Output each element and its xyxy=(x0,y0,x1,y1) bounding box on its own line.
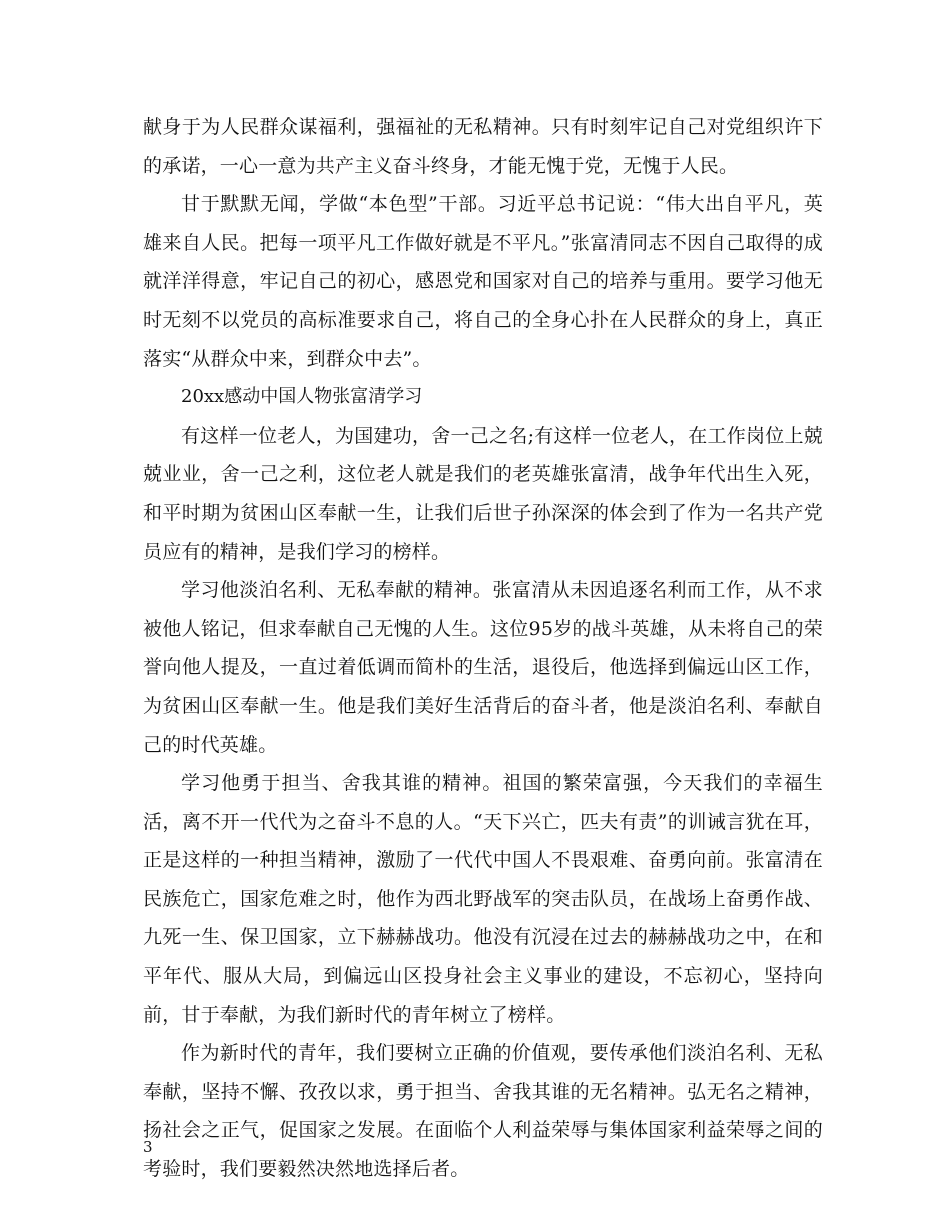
paragraph-selfless-dedication: 学习他淡泊名利、无私奉献的精神。张富清从未因追逐名利而工作，从不求被他人铭记，但求奉献自己无愧的人生。这位95岁的战斗英雄，从未将自己的荣誉向他人提及，一直过着低调而简朴的生活，退役后，他选择到偏远山区工作，为贫困山区奉献一生。他是我们美好生活背后的奋斗者，他是淡泊名利、奉献自己的时代英雄。 xyxy=(143,579,823,756)
section-heading: 20xx感动中国人物张富清学习 xyxy=(181,386,423,408)
page-number: 3 xyxy=(143,1138,153,1156)
paragraph-new-era-youth: 作为新时代的青年，我们要树立正确的价值观，要传承他们淡泊名利、无私奉献，坚持不懈、孜孜以求，勇于担当、舍我其谁的无名精神。弘无名之精神，扬社会之正气，促国家之发展。在面临个人利益荣辱与集体国家利益荣辱之间的考验时，我们要毅然决然地选择后者。 xyxy=(143,1042,823,1181)
paragraph-continuation: 献身于为人民群众谋福利，强福祉的无私精神。只有时刻牢记自己对党组织许下的承诺，一心一意为共产主义奋斗终身，才能无愧于党，无愧于人民。 xyxy=(143,116,823,177)
paragraph-intro-hero: 有这样一位老人，为国建功，舍一己之名;有这样一位老人，在工作岗位上兢兢业业，舍一己之利，这位老人就是我们的老英雄张富清，战争年代出生入死，和平时期为贫困山区奉献一生，让我们后世子孙深深的体会到了作为一名共产党员应有的精神，是我们学习的榜样。 xyxy=(143,424,823,563)
document-body xyxy=(143,108,823,1189)
paragraph-responsibility: 学习他勇于担当、舍我其谁的精神。祖国的繁荣富强，今天我们的幸福生活，离不开一代代为之奋斗不息的人。“天下兴亡，匹夫有责”的训诫言犹在耳，正是这样的一种担当精神，激励了一代代中国人不畏艰难、奋勇向前。张富清在民族危亡，国家危难之时，他作为西北野战军的突击队员，在战场上奋勇作战、九死一生、保卫国家，立下赫赫战功。他没有沉浸在过去的赫赫战功之中，在和平年代、服从大局，到偏远山区投身社会主义事业的建设，不忘初心，坚持向前，甘于奉献，为我们新时代的青年树立了榜样。 xyxy=(143,772,823,1026)
paragraph-humble-cadre: 甘于默默无闻，学做“本色型”干部。习近平总书记说：“伟大出自平凡，英雄来自人民。把每一项平凡工作做好就是不平凡。”张富清同志不因自己取得的成就洋洋得意，牢记自己的初心，感恩党和国家对自己的培养与重用。要学习他无时无刻不以党员的高标准要求自己，将自己的全身心扑在人民群众的身上，真正落实“从群众中来，到群众中去”。 xyxy=(143,193,823,370)
